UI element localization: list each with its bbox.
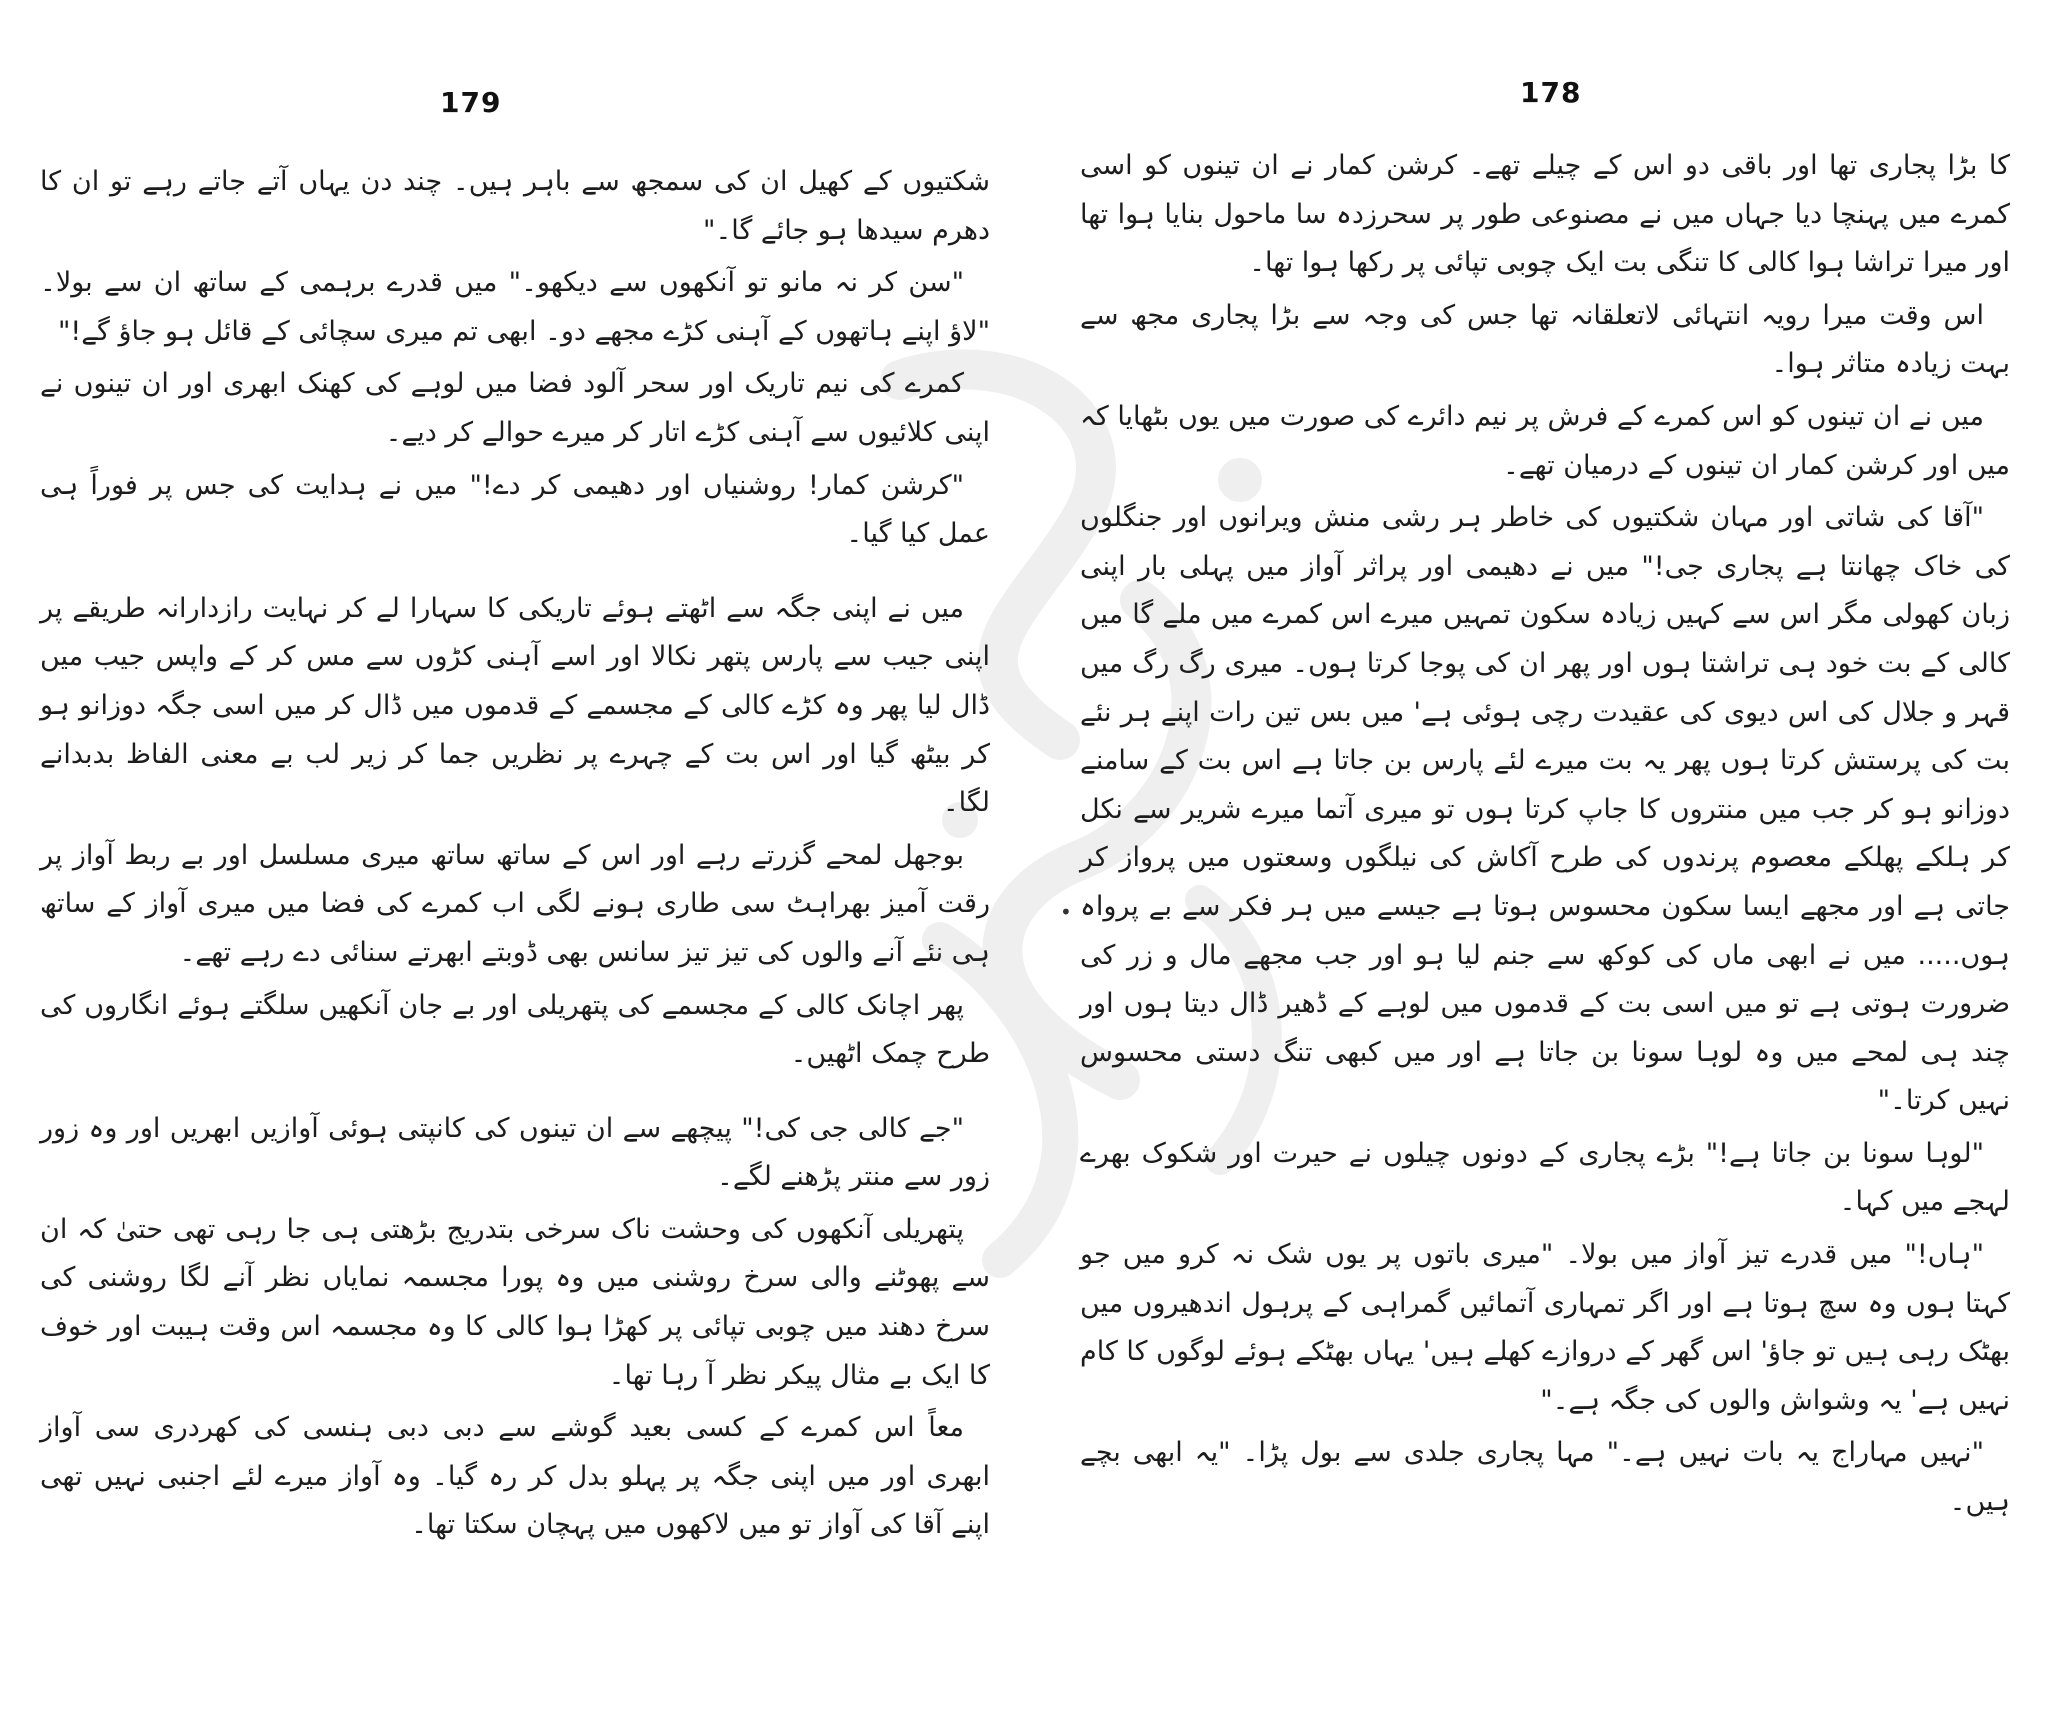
margin-dot-icon: • [1060, 900, 1072, 924]
page-number: 179 [440, 86, 502, 119]
paragraph: "نہیں مہاراج یہ بات نہیں ہے۔" مہا پجاری جلدی سے بول پڑا۔ "یہ ابھی بچے ہیں۔ [1080, 1437, 2010, 1518]
page-body [40, 158, 990, 1554]
paragraph: کمرے کی نیم تاریک اور سحر آلود فضا میں لوہے کی کھنک ابھری اور ان تینوں نے اپنی کلائیوں سے آہنی کڑے اتار کر میرے حوالے کر دیے۔ [40, 368, 990, 448]
paragraph: "کرشن کمار! روشنیاں اور دھیمی کر دے!" میں نے ہدایت کی جس پر فوراً ہی عمل کیا گیا۔ [40, 469, 990, 550]
paragraph: میں نے اپنی جگہ سے اٹھتے ہوئے تاریکی کا سہارا لے کر نہایت رازدارانہ طریقے پر اپنی جیب سے پارس پتھر نکالا اور اسے آہنی کڑوں سے مس کر کے واپس جیب میں ڈال لیا پھر وہ کڑے کالی کے مجسمے کے قدموں میں ڈال کر میں اسی جگہ دوزانو ہو کر بیٹھ گیا اور اس بت کے چہرے پر نظریں جما کر زیر لب بے معنی الفاظ بدبدانے لگا۔ [40, 592, 990, 819]
paragraph: "ہاں!" میں قدرے تیز آواز میں بولا۔ "میری باتوں پر یوں شک نہ کرو میں جو کہتا ہوں وہ سچ ہوتا ہے اور اگر تمہاری آتمائیں گمراہی کے پرہول اندھیروں میں بھٹک رہی ہیں تو جاؤ' اس گھر کے دروازے کھلے ہیں' یہاں بھٹکے ہوئے لوگوں کا کام نہیں ہے' یہ وشواش والوں کی جگہ ہے۔" [1080, 1239, 2010, 1416]
right-page [1060, 0, 2010, 1721]
paragraph: کا بڑا پجاری تھا اور باقی دو اس کے چیلے تھے۔ کرشن کمار نے ان تینوں کو اسی کمرے میں پہنچا دیا جہاں میں نے مصنوعی طور پر سحرزدہ سا ماحول بنایا ہوا تھا اور میرا تراشا ہوا کالی کا تنگی بت ایک چوبی تپائی پر رکھا ہوا تھا۔ [1080, 150, 2010, 279]
paragraph: "جے کالی جی کی!" پیچھے سے ان تینوں کی کانپتی ہوئی آوازیں ابھریں اور وہ زور زور سے منتر پڑھنے لگے۔ [40, 1112, 990, 1193]
paragraph: پتھریلی آنکھوں کی وحشت ناک سرخی بتدریج بڑھتی ہی جا رہی تھی حتیٰ کہ ان سے پھوٹنے والی سرخ روشنی میں وہ پورا مجسمہ نمایاں نظر آنے لگا روشنی کی سرخ دھند میں چوبی تپائی پر کھڑا ہوا کالی کا وہ مجسمہ اس وقت ہیبت اور خوف کا ایک بے مثال پیکر نظر آ رہا تھا۔ [40, 1213, 990, 1391]
paragraph: اس وقت میرا رویہ انتہائی لاتعلقانہ تھا جس کی وجہ سے بڑا پجاری مجھ سے بہت زیادہ متاثر ہوا۔ [1080, 299, 2010, 380]
paragraph: "آقا کی شاتی اور مہان شکتیوں کی خاطر ہر رشی منش ویرانوں اور جنگلوں کی خاک چھانتا ہے پجاری جی!" میں نے دھیمی اور پراثر آواز میں پہلی بار اپنی زبان کھولی مگر اس سے کہیں زیادہ سکون تمہیں میرے اس کمرے میں ملے گا میں کالی کے بت خود ہی تراشتا ہوں اور پھر ان کی پوجا کرتا ہوں۔ میری رگ رگ میں قہر و جلال کی اس دیوی کی عقیدت رچی ہوئی ہے' میں بس تین رات اپنے ہر نئے بت کی پرستش کرتا ہوں پھر یہ بت میرے لئے پارس بن جاتا ہے اس بت کے سامنے دوزانو ہو کر جب میں منتروں کا جاپ کرتا ہوں تو میری آتما میرے شریر سے نکل کر ہلکے پھلکے معصوم پرندوں کی طرح آکاش کی نیلگوں وسعتوں میں پرواز کر جاتی ہے اور مجھے ایسا سکون محسوس ہوتا ہے جیسے میں ہر فکر سے بے پرواہ ہوں..... میں نے ابھی ماں کی کوکھ سے جنم لیا ہو اور جب مجھے مال و زر کی ضرورت ہوتی ہے تو میں اسی بت کے قدموں میں لوہے کے ڈھیر ڈال دیتا ہوں اور چند ہی لمحے میں وہ لوہا سونا بن جاتا ہے اور میں کبھی تنگ دستی محسوس نہیں کرتا۔" [1080, 502, 2010, 1117]
paragraph: شکتیوں کے کھیل ان کی سمجھ سے باہر ہیں۔ چند دن یہاں آتے جاتے رہے تو ان کا دھرم سیدھا ہو جائے گا۔" [40, 166, 990, 246]
left-page [40, 0, 990, 1721]
paragraph: بوجھل لمحے گزرتے رہے اور اس کے ساتھ ساتھ میری مسلسل اور بے ربط آواز پر رقت آمیز بھراہٹ سی طاری ہونے لگی اب کمرے کی فضا میں میری آواز کے ساتھ ہی نئے آنے والوں کی تیز تیز سانس بھی ڈوبتے ابھرتے سنائی دے رہے تھے۔ [40, 839, 990, 968]
paragraph: "سن کر نہ مانو تو آنکھوں سے دیکھو۔" میں قدرے برہمی کے ساتھ ان سے بولا۔ "لاؤ اپنے ہاتھوں کے آہنی کڑے مجھے دو۔ ابھی تم میری سچائی کے قائل ہو جاؤ گے!" [40, 267, 990, 347]
paragraph: پھر اچانک کالی کے مجسمے کی پتھریلی اور بے جان آنکھیں سلگتے ہوئے انگاروں کی طرح چمک اٹھیں۔ [40, 989, 990, 1070]
page-body [1080, 142, 2010, 1531]
paragraph: "لوہا سونا بن جاتا ہے!" بڑے پجاری کے دونوں چیلوں نے حیرت اور شکوک بھرے لہجے میں کہا۔ [1080, 1137, 2010, 1218]
paragraph: معاً اس کمرے کے کسی بعید گوشے سے دبی دبی ہنسی کی کھردری سی آواز ابھری اور میں اپنی جگہ پر پہلو بدل کر رہ گیا۔ وہ آواز میرے لئے اجنبی نہیں تھی اپنے آقا کی آواز تو میں لاکھوں میں پہچان سکتا تھا۔ [40, 1412, 990, 1541]
paragraph: میں نے ان تینوں کو اس کمرے کے فرش پر نیم دائرے کی صورت میں یوں بٹھایا کہ میں اور کرشن کمار ان تینوں کے درمیان تھے۔ [1080, 400, 2010, 481]
page-number: 178 [1520, 76, 1582, 109]
